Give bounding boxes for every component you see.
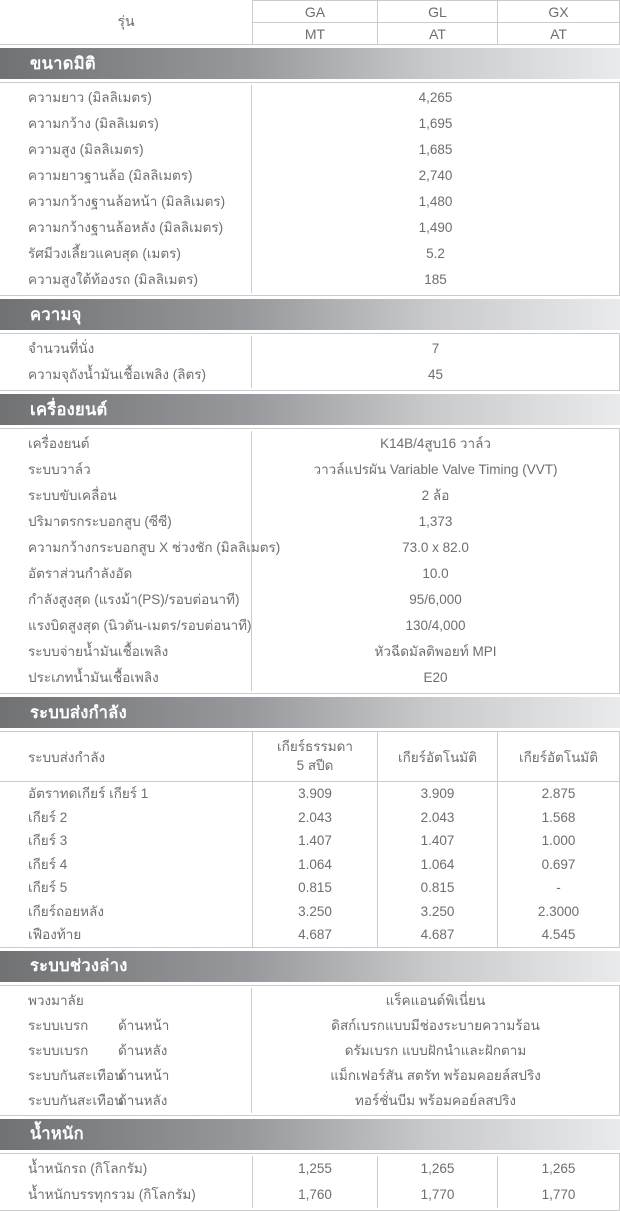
spec-value: 3.250: [377, 900, 497, 924]
spec-label: [0, 782, 252, 806]
section-header-transmission: ระบบส่งกำลัง: [0, 697, 620, 728]
table-row: [0, 613, 619, 639]
spec-label: ปริมาตรกระบอกสูบ (ซีซี): [0, 509, 252, 535]
table-row: [0, 1088, 619, 1113]
gear-sub-label: เกียร์ 5: [28, 880, 68, 895]
spec-value: 1,685: [418, 142, 453, 157]
column-header-line2: 5 สปีด: [296, 757, 334, 773]
spec-value: 3.909: [377, 782, 497, 806]
table-row: [0, 561, 619, 587]
spec-label: ระบบจ่ายน้ำมันเชื้อเพลิง: [0, 639, 252, 665]
spec-label: จำนวนที่นั่ง: [0, 336, 252, 362]
section-header-dimensions: ขนาดมิติ: [0, 48, 620, 79]
table-row: [0, 535, 619, 561]
spec-value: 5.2: [426, 246, 445, 261]
spec-value: 1,373: [418, 514, 453, 529]
spec-label: เฟืองท้าย: [28, 927, 82, 942]
spec-label: [0, 829, 252, 853]
transmission-columns-row: [0, 732, 619, 782]
spec-value: 1.407: [377, 829, 497, 853]
table-row: [0, 665, 619, 691]
spec-value: 4,265: [418, 90, 453, 105]
grade-column-gl: [377, 0, 497, 44]
spec-value: E20: [423, 670, 448, 685]
spec-label: กำลังสูงสุด (แรงม้า(PS)/รอบต่อนาที): [0, 587, 252, 613]
spec-value: 1,480: [418, 194, 453, 209]
spec-label-position: ด้านหลัง: [118, 1092, 168, 1108]
table-row: [0, 483, 619, 509]
spec-value: 0.815: [377, 876, 497, 900]
column-header-automatic: เกียร์อัตโนมัติ: [377, 732, 497, 781]
table-row: [0, 137, 619, 163]
grade-name: GA: [253, 1, 377, 23]
table-row: [0, 829, 619, 853]
column-header-line1: เกียร์ธรรมดา: [277, 739, 353, 755]
table-row: [0, 853, 619, 877]
section-header-suspension: ระบบช่วงล่าง: [0, 951, 620, 982]
gear-sub-label: เกียร์ 4: [28, 856, 68, 872]
table-row: [0, 639, 619, 665]
table-row: [0, 1182, 619, 1208]
spec-value: 2 ล้อ: [421, 488, 450, 503]
engine-table: [0, 428, 620, 694]
spec-label: [0, 876, 252, 900]
table-row: [0, 1063, 619, 1088]
table-row: [0, 215, 619, 241]
spec-value: 130/4,000: [405, 618, 466, 633]
model-row-label: รุ่น: [117, 13, 135, 29]
gear-sub-label: เกียร์ถอยหลัง: [28, 903, 104, 919]
spec-label-position: ด้านหน้า: [118, 1067, 170, 1083]
spec-value: วาวล์แปรผัน Variable Valve Timing (VVT): [313, 462, 558, 477]
spec-value: 1.407: [252, 829, 377, 853]
spec-label: น้ำหนักรถ (กิโลกรัม): [28, 1160, 148, 1176]
spec-value: 1,770: [377, 1182, 497, 1208]
gear-sub-label: เกียร์ 3: [28, 833, 68, 848]
spec-label: ความสูง (มิลลิเมตร): [0, 137, 252, 163]
gear-sub-label: เกียร์ 2: [28, 809, 68, 825]
grade-column-gx: [497, 0, 620, 44]
table-row: [0, 1156, 619, 1182]
table-row: [0, 1038, 619, 1063]
spec-value: 1,255: [252, 1156, 377, 1182]
spec-label-position: ด้านหลัง: [118, 1042, 168, 1058]
spec-value: 95/6,000: [409, 592, 462, 607]
spec-value: แม็กเฟอร์สัน สตรัท พร้อมคอยล์สปริง: [330, 1067, 541, 1083]
spec-value: 1,265: [497, 1156, 619, 1182]
table-row: [0, 241, 619, 267]
spec-value: 185: [424, 272, 447, 287]
spec-label: ความยาวฐานล้อ (มิลลิเมตร): [0, 163, 252, 189]
spec-label: ระบบขับเคลื่อน: [0, 483, 252, 509]
spec-label: [0, 1088, 252, 1113]
spec-value: ทอร์ชั่นบีม พร้อมคอย์ลสปริง: [355, 1092, 516, 1108]
spec-label-main: ระบบกันสะเทือน: [28, 1092, 124, 1108]
capacity-table: [0, 333, 620, 391]
spec-value: K14B/4สูบ16 วาล์ว: [380, 436, 491, 451]
spec-label-main: ระบบเบรก: [28, 1017, 89, 1033]
spec-value: 2.875: [497, 782, 619, 806]
spec-value: 2.043: [377, 806, 497, 830]
spec-label: ความจุถังน้ำมันเชื้อเพลิง (ลิตร): [0, 362, 252, 388]
section-header-engine: เครื่องยนต์: [0, 394, 620, 425]
table-row: [0, 111, 619, 137]
spec-label: [0, 1063, 252, 1088]
table-row: [0, 988, 619, 1013]
spec-label: ความสูงใต้ท้องรถ (มิลลิเมตร): [0, 267, 252, 293]
table-row: [0, 1013, 619, 1038]
spec-value: แร็คแอนด์พิเนี่ยน: [385, 992, 486, 1008]
spec-label-main: ระบบเบรก: [28, 1042, 89, 1058]
spec-label: [0, 900, 252, 924]
spec-value: 10.0: [422, 566, 449, 581]
spec-label-main: ระบบกันสะเทือน: [28, 1067, 124, 1083]
spec-value: 0.697: [497, 853, 619, 877]
spec-value: หัวฉีดมัลติพอยท์ MPI: [374, 644, 497, 659]
spec-value: ดรัมเบรก แบบฝักนำและฝักตาม: [344, 1042, 527, 1058]
table-row: [0, 85, 619, 111]
spec-value: 2.043: [252, 806, 377, 830]
spec-value: 2,740: [418, 168, 453, 183]
weight-table: [0, 1153, 620, 1211]
spec-label-main: พวงมาลัย: [28, 992, 84, 1008]
column-header-automatic: เกียร์อัตโนมัติ: [497, 732, 619, 781]
spec-label: ความกว้างฐานล้อหลัง (มิลลิเมตร): [0, 215, 252, 241]
transmission-table: [0, 731, 620, 948]
table-row: [0, 876, 619, 900]
table-row: [0, 267, 619, 293]
transmission-type: AT: [550, 25, 567, 42]
spec-value: 1.064: [377, 853, 497, 877]
gear-sub-label: เกียร์ 1: [109, 786, 149, 801]
spec-value: 1.568: [497, 806, 619, 830]
spec-label: [0, 988, 252, 1013]
spec-value: 4.687: [252, 923, 377, 947]
table-row: [0, 587, 619, 613]
spec-value: ดิสก์เบรกแบบมีช่องระบายความร้อน: [331, 1017, 540, 1033]
spec-label: รัศมีวงเลี้ยวแคบสุด (เมตร): [0, 241, 252, 267]
spec-label: ความกว้าง (มิลลิเมตร): [0, 111, 252, 137]
section-header-capacity: ความจุ: [0, 299, 620, 330]
spec-label: ความยาว (มิลลิเมตร): [0, 85, 252, 111]
transmission-type: AT: [429, 25, 446, 42]
spec-label: [0, 853, 252, 877]
spec-label: อัตราส่วนกำลังอัด: [0, 561, 252, 587]
spec-value: 1.000: [497, 829, 619, 853]
transmission-type: MT: [304, 25, 326, 42]
dimensions-table: [0, 82, 620, 296]
spec-value: 7: [431, 341, 440, 356]
suspension-table: [0, 985, 620, 1116]
spec-label: ความกว้างฐานล้อหน้า (มิลลิเมตร): [0, 189, 252, 215]
table-row: [0, 782, 619, 806]
spec-label: [0, 806, 252, 830]
table-row: [0, 336, 619, 362]
table-row: [0, 362, 619, 388]
table-row: [0, 900, 619, 924]
spec-value: 2.3000: [497, 900, 619, 924]
spec-value: 1,265: [377, 1156, 497, 1182]
spec-value: 73.0 x 82.0: [402, 540, 469, 555]
spec-label: ความกว้างกระบอกสูบ X ช่วงชัก (มิลลิเมตร): [0, 535, 252, 561]
spec-label-position: ด้านหน้า: [118, 1017, 170, 1033]
spec-value: 1.064: [252, 853, 377, 877]
spec-value: 1,490: [418, 220, 453, 235]
spec-label: แรงบิดสูงสุด (นิวตัน-เมตร/รอบต่อนาที): [0, 613, 252, 639]
grade-name: GX: [498, 1, 619, 23]
ratio-label: อัตราทดเกียร์: [28, 786, 106, 801]
spec-value: 4.545: [497, 923, 619, 947]
spec-value: 3.909: [252, 782, 377, 806]
spec-label: น้ำหนักบรรทุกรวม (กิโลกรัม): [28, 1186, 196, 1202]
spec-label: เครื่องยนต์: [0, 431, 252, 457]
spec-value: 1,760: [252, 1182, 377, 1208]
model-header-table: [0, 0, 620, 45]
table-row: [0, 431, 619, 457]
spec-label: [0, 1038, 252, 1063]
section-header-weight: น้ำหนัก: [0, 1119, 620, 1150]
spec-value: 45: [427, 367, 444, 382]
table-row: [0, 163, 619, 189]
spec-label: [0, 1013, 252, 1038]
grade-name: GL: [378, 1, 497, 23]
spec-value: 1,695: [418, 116, 453, 131]
column-header-manual: [252, 732, 377, 781]
spec-value: 1,770: [497, 1182, 619, 1208]
grade-column-ga: [252, 0, 377, 44]
table-row: [0, 923, 619, 947]
table-row: [0, 457, 619, 483]
spec-value: -: [497, 876, 619, 900]
spec-label: ระบบส่งกำลัง: [28, 749, 106, 765]
spec-label: ประเภทน้ำมันเชื้อเพลิง: [0, 665, 252, 691]
spec-value: 3.250: [252, 900, 377, 924]
table-row: [0, 806, 619, 830]
spec-label: ระบบวาล์ว: [0, 457, 252, 483]
spec-value: 0.815: [252, 876, 377, 900]
spec-value: 4.687: [377, 923, 497, 947]
table-row: [0, 189, 619, 215]
table-row: [0, 509, 619, 535]
